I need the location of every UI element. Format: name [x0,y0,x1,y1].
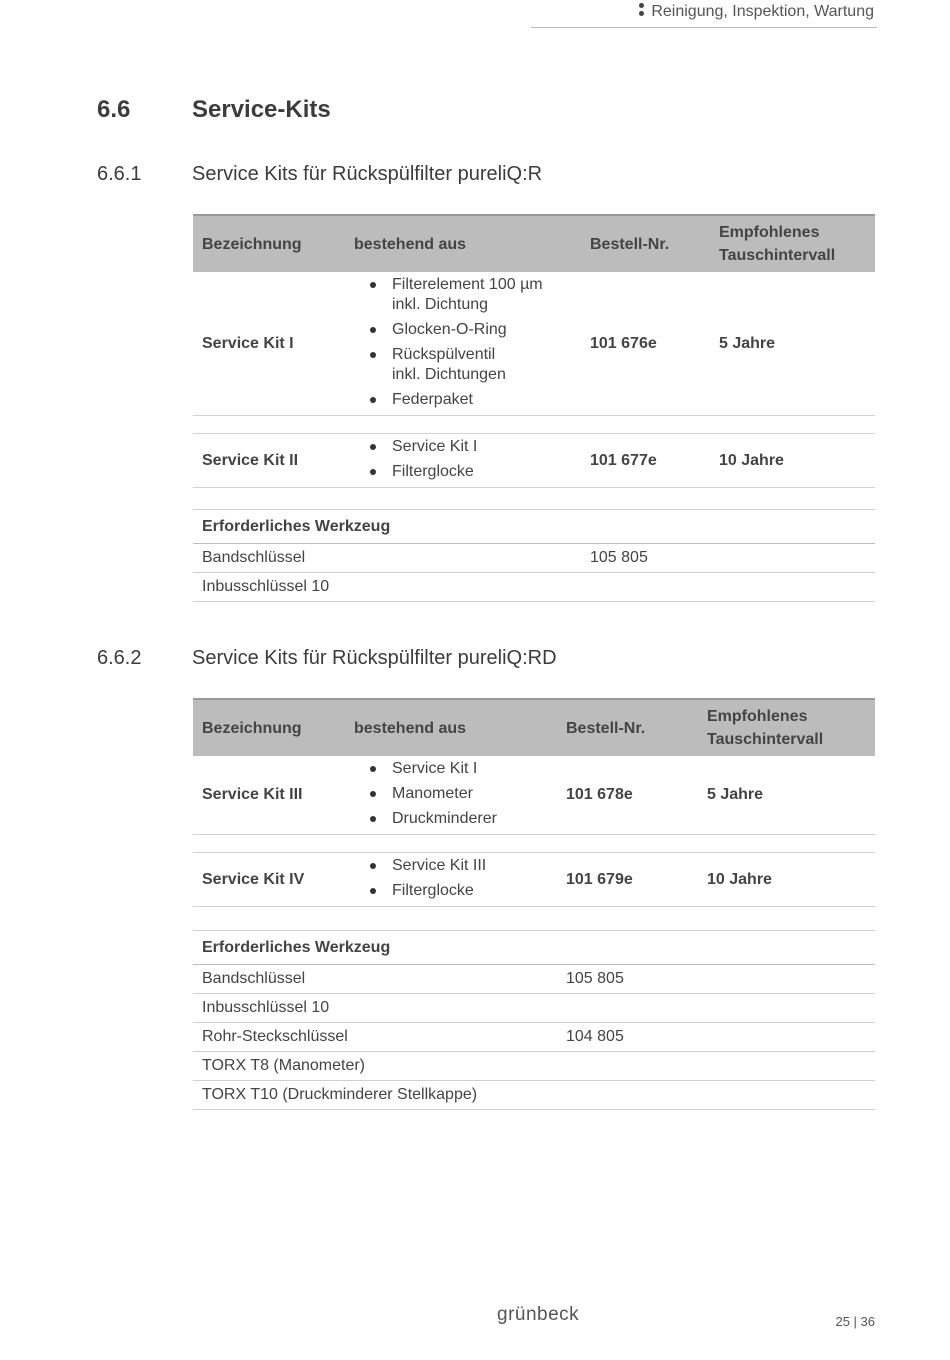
tool-name: TORX T10 (Druckminderer Stellkappe) [193,1081,557,1110]
list-item: Filterglocke [354,462,581,482]
tool-order-number: 105 805 [581,544,875,573]
tool-name: Bandschlüssel [193,544,581,573]
table-row [193,434,875,488]
table-row [193,853,875,907]
subsection-title: Service Kits für Rückspülfilter pureliQ:R [192,163,543,185]
list-item: Service Kit III [354,856,557,876]
table-row [193,994,875,1023]
kit-name: Service Kit III [193,756,345,835]
table-row [193,965,875,994]
list-item: Service Kit I [354,437,581,457]
section-marker-icon [639,3,645,17]
subsection-heading-2 [97,647,557,670]
column-header: Empfohlenes Tauschintervall [710,215,875,272]
running-header-title: Reinigung, Inspektion, Wartung [651,3,874,20]
tool-order-number [557,1052,875,1081]
brand-logo: grünbeck [497,1304,580,1325]
tools-title-row [193,510,875,544]
list-item: Glocken-O-Ring [354,320,581,340]
running-header [639,3,874,21]
subsection-number: 6.6.1 [97,163,142,185]
kit-interval: 5 Jahre [710,272,875,416]
column-header: Bezeichnung [193,699,345,756]
kit-interval: 10 Jahre [710,434,875,488]
table-row [193,756,875,835]
kit-name: Service Kit II [193,434,345,488]
column-header: bestehend aus [345,699,557,756]
tool-name: Bandschlüssel [193,965,557,994]
service-kit-table-rd [193,698,875,907]
tools-title-row [193,931,875,965]
row-spacer [193,835,875,853]
list-item: Federpaket [354,390,581,410]
column-header: Bezeichnung [193,215,345,272]
subsection-number: 6.6.2 [97,647,142,669]
kit-order-number: 101 677e [581,434,710,488]
kit-name: Service Kit IV [193,853,345,907]
tool-name: Rohr-Steckschlüssel [193,1023,557,1052]
tool-order-number [557,994,875,1023]
tools-title: Erforderliches Werkzeug [193,931,875,965]
page-number: 25 | 36 [835,1314,875,1329]
table-row [193,544,875,573]
kit-order-number: 101 678e [557,756,698,835]
column-header: Bestell-Nr. [557,699,698,756]
table-header-row [193,215,875,272]
header-rule [531,27,877,28]
section-heading [97,96,331,124]
kit-parts [345,272,581,416]
service-kit-table-r [193,214,875,488]
subsection-title: Service Kits für Rückspülfilter pureliQ:RD [192,647,557,669]
section-title: Service-Kits [192,96,331,123]
column-header: Empfohlenes Tauschintervall [698,699,875,756]
list-item: Service Kit I [354,759,557,779]
tools-table-rd [193,930,875,1110]
tools-title: Erforderliches Werkzeug [193,510,875,544]
list-item: Filterelement 100 µm inkl. Dichtung [354,275,552,315]
table-row [193,1052,875,1081]
column-header: bestehend aus [345,215,581,272]
kit-parts [345,853,557,907]
list-item: Manometer [354,784,557,804]
column-header: Bestell-Nr. [581,215,710,272]
kit-interval: 5 Jahre [698,756,875,835]
list-item: Filterglocke [354,881,557,901]
table-row [193,272,875,416]
kit-parts [345,434,581,488]
table-row [193,1023,875,1052]
table-row [193,573,875,602]
tool-name: TORX T8 (Manometer) [193,1052,557,1081]
tool-order-number: 105 805 [557,965,875,994]
kit-interval: 10 Jahre [698,853,875,907]
kit-order-number: 101 679e [557,853,698,907]
row-spacer [193,416,875,434]
table-row [193,1081,875,1110]
tool-name: Inbusschlüssel 10 [193,573,581,602]
section-number: 6.6 [97,96,131,123]
tool-order-number: 104 805 [557,1023,875,1052]
tool-order-number [557,1081,875,1110]
tool-name: Inbusschlüssel 10 [193,994,557,1023]
tools-table-r [193,509,875,602]
list-item: Druckminderer [354,809,557,829]
list-item: Rückspülventil inkl. Dichtungen [354,345,522,385]
kit-order-number: 101 676e [581,272,710,416]
subsection-heading-1 [97,163,542,186]
tool-order-number [581,573,875,602]
kit-name: Service Kit I [193,272,345,416]
table-header-row [193,699,875,756]
kit-parts [345,756,557,835]
